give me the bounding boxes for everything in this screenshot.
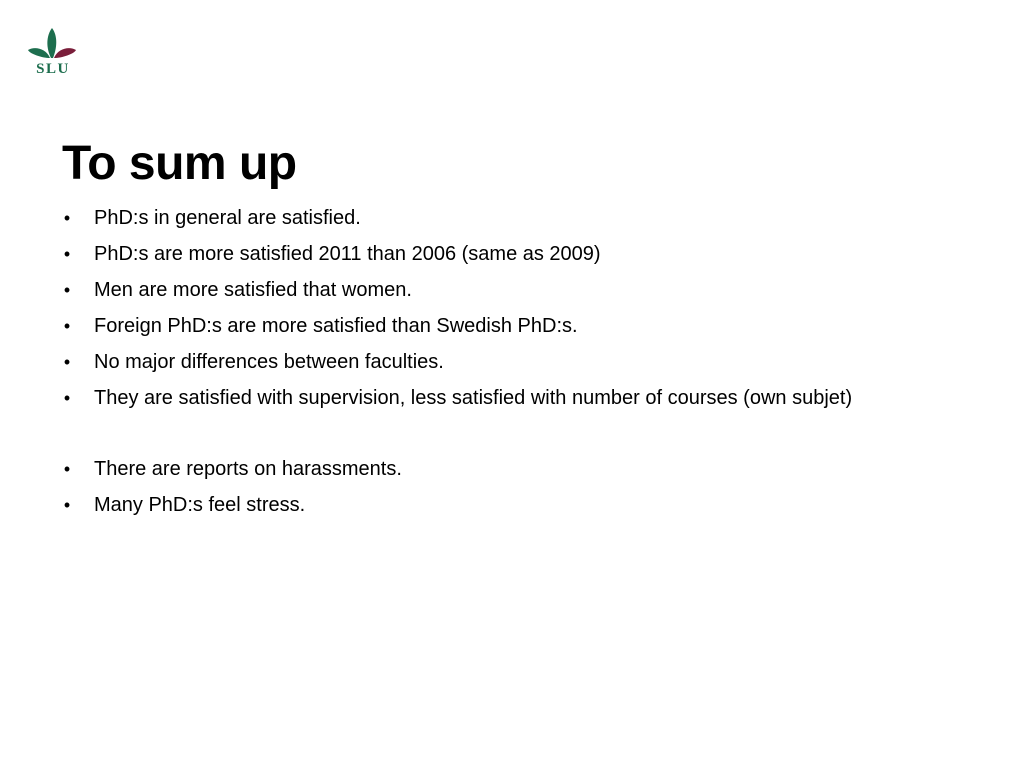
bullet-text: Many PhD:s feel stress. — [94, 494, 306, 516]
bullet-icon: • — [63, 244, 71, 264]
bullet-item — [60, 236, 1000, 272]
bullet-text: Men are more satisfied that women. — [94, 279, 412, 301]
slu-logo-text: SLU — [36, 61, 70, 77]
bullet-text: PhD:s are more satisfied 2011 than 2006 (same as 2009) — [94, 243, 601, 265]
bullet-icon: • — [63, 352, 71, 372]
bullet-icon: • — [63, 316, 71, 336]
bullet-icon: • — [63, 208, 71, 228]
bullet-item — [60, 308, 1000, 344]
bullet-item — [60, 200, 1000, 236]
slu-leaf-icon — [24, 24, 82, 64]
bullet-text: There are reports on harassments. — [94, 458, 402, 480]
bullet-item — [60, 272, 1000, 308]
bullet-item — [60, 487, 1000, 523]
slide-title: To sum up — [62, 137, 297, 190]
bullet-item — [60, 344, 1000, 380]
bullet-icon: • — [63, 280, 71, 300]
bullet-item — [60, 451, 1000, 487]
bullet-text: PhD:s in general are satisfied. — [94, 207, 361, 229]
bullet-text: Foreign PhD:s are more satisfied than Swedish PhD:s. — [94, 315, 578, 337]
bullet-icon: • — [63, 459, 71, 479]
bullet-item — [60, 380, 1000, 416]
bullet-text: They are satisfied with supervision, less satisfied with number of courses (own subjet) — [94, 387, 853, 409]
slu-logo — [24, 24, 82, 82]
bullet-icon: • — [63, 388, 71, 408]
bullet-icon: • — [63, 495, 71, 515]
bullet-list — [60, 200, 1000, 523]
bullet-text: No major differences between faculties. — [94, 351, 444, 373]
